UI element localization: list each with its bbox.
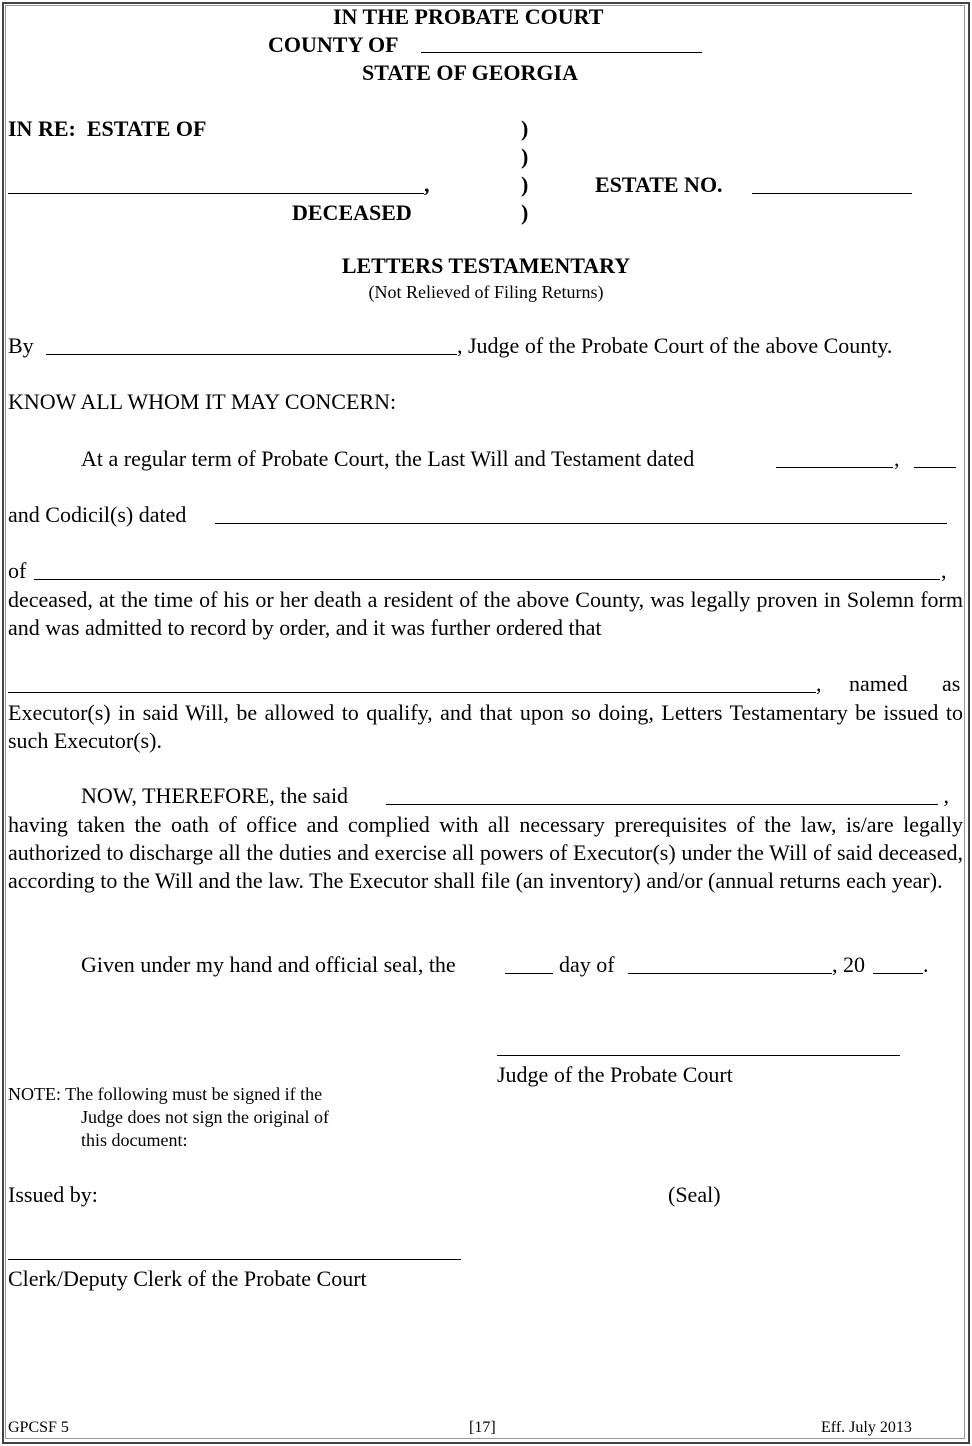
- judge-name-blank[interactable]: [46, 354, 457, 355]
- given-year-blank[interactable]: [873, 973, 923, 974]
- given-text-4: .: [923, 952, 929, 977]
- effective-date: Eff. July 2013: [821, 1419, 912, 1436]
- estate-no-blank[interactable]: [752, 193, 912, 194]
- in-re-label: IN RE: ESTATE OF: [8, 116, 207, 141]
- state-heading: STATE OF GEORGIA: [362, 60, 578, 85]
- estate-name-blank[interactable]: [8, 193, 424, 194]
- estate-no-label: ESTATE NO.: [595, 172, 723, 197]
- deceased-label: DECEASED: [292, 200, 412, 225]
- clerk-signature-label: Clerk/Deputy Clerk of the Probate Court: [8, 1266, 367, 1291]
- named-as-text-as: as: [942, 671, 961, 696]
- given-day-blank[interactable]: [505, 973, 553, 974]
- executor-name-blank[interactable]: [8, 692, 816, 693]
- paren-4: ): [521, 200, 529, 225]
- seal-label: (Seal): [668, 1182, 721, 1207]
- page-number: [17]: [469, 1419, 496, 1436]
- will-date-blank[interactable]: [776, 467, 893, 468]
- court-heading: IN THE PROBATE COURT: [333, 4, 604, 29]
- note-line-1: NOTE: The following must be signed if the: [8, 1084, 323, 1104]
- codicil-label: and Codicil(s) dated: [8, 502, 187, 527]
- document-subtitle: (Not Relieved of Filing Returns): [368, 282, 604, 302]
- given-text-3: , 20: [832, 952, 865, 977]
- estate-name-comma: ,: [424, 172, 430, 197]
- know-all-heading: KNOW ALL WHOM IT MAY CONCERN:: [8, 389, 397, 414]
- judge-signature-label: Judge of the Probate Court: [497, 1062, 733, 1087]
- executor-paragraph: Executor(s) in said Will, be allowed to qualify, and that upon so doing, Letters Testamentary be issued to such Executor(s).: [8, 700, 963, 753]
- by-suffix: , Judge of the Probate Court of the above County.: [457, 333, 893, 358]
- will-date-comma: ,: [894, 446, 900, 471]
- paren-3: ): [521, 172, 529, 197]
- paren-2: ): [521, 144, 529, 169]
- codicil-date-blank[interactable]: [215, 523, 947, 524]
- note-line-2: Judge does not sign the original of: [81, 1107, 329, 1127]
- note-line-3: this document:: [81, 1130, 188, 1150]
- issued-by-label: Issued by:: [8, 1182, 98, 1207]
- testator-name-blank[interactable]: [34, 579, 940, 580]
- county-blank[interactable]: [421, 52, 702, 53]
- said-executor-blank[interactable]: [386, 804, 938, 805]
- given-text-2: day of: [559, 952, 615, 977]
- will-year-blank[interactable]: [914, 467, 956, 468]
- by-label: By: [8, 333, 34, 358]
- named-as-text: named: [849, 671, 908, 696]
- now-therefore-text: NOW, THEREFORE, the said: [81, 783, 349, 808]
- oath-paragraph: having taken the oath of office and complied with all necessary prerequisites of the law, is/are legally authorized to discharge all the duties and exercise all powers of Executor(s) under the Will of said deceased, according to the Will and the law. The Executor shall file (an inventory) and/or (annual returns each year).: [8, 812, 963, 893]
- county-label: COUNTY OF: [268, 32, 399, 57]
- given-month-blank[interactable]: [628, 973, 832, 974]
- paren-1: ): [521, 116, 529, 141]
- regular-term-text: At a regular term of Probate Court, the Last Will and Testament dated: [81, 446, 695, 471]
- judge-signature-line[interactable]: [497, 1055, 900, 1056]
- deceased-paragraph: deceased, at the time of his or her death a resident of the above County, was legally proven in Solemn form and was admitted to record by order, and it was further ordered that: [8, 587, 963, 640]
- form-id: GPCSF 5: [8, 1419, 69, 1436]
- named-as-comma: ,: [816, 671, 822, 696]
- said-executor-comma: ,: [938, 783, 949, 808]
- clerk-signature-line[interactable]: [8, 1259, 461, 1260]
- document-title: LETTERS TESTAMENTARY: [341, 253, 631, 278]
- testator-comma: ,: [941, 558, 947, 583]
- of-label: of: [8, 558, 27, 583]
- given-text-1: Given under my hand and official seal, the: [81, 952, 456, 977]
